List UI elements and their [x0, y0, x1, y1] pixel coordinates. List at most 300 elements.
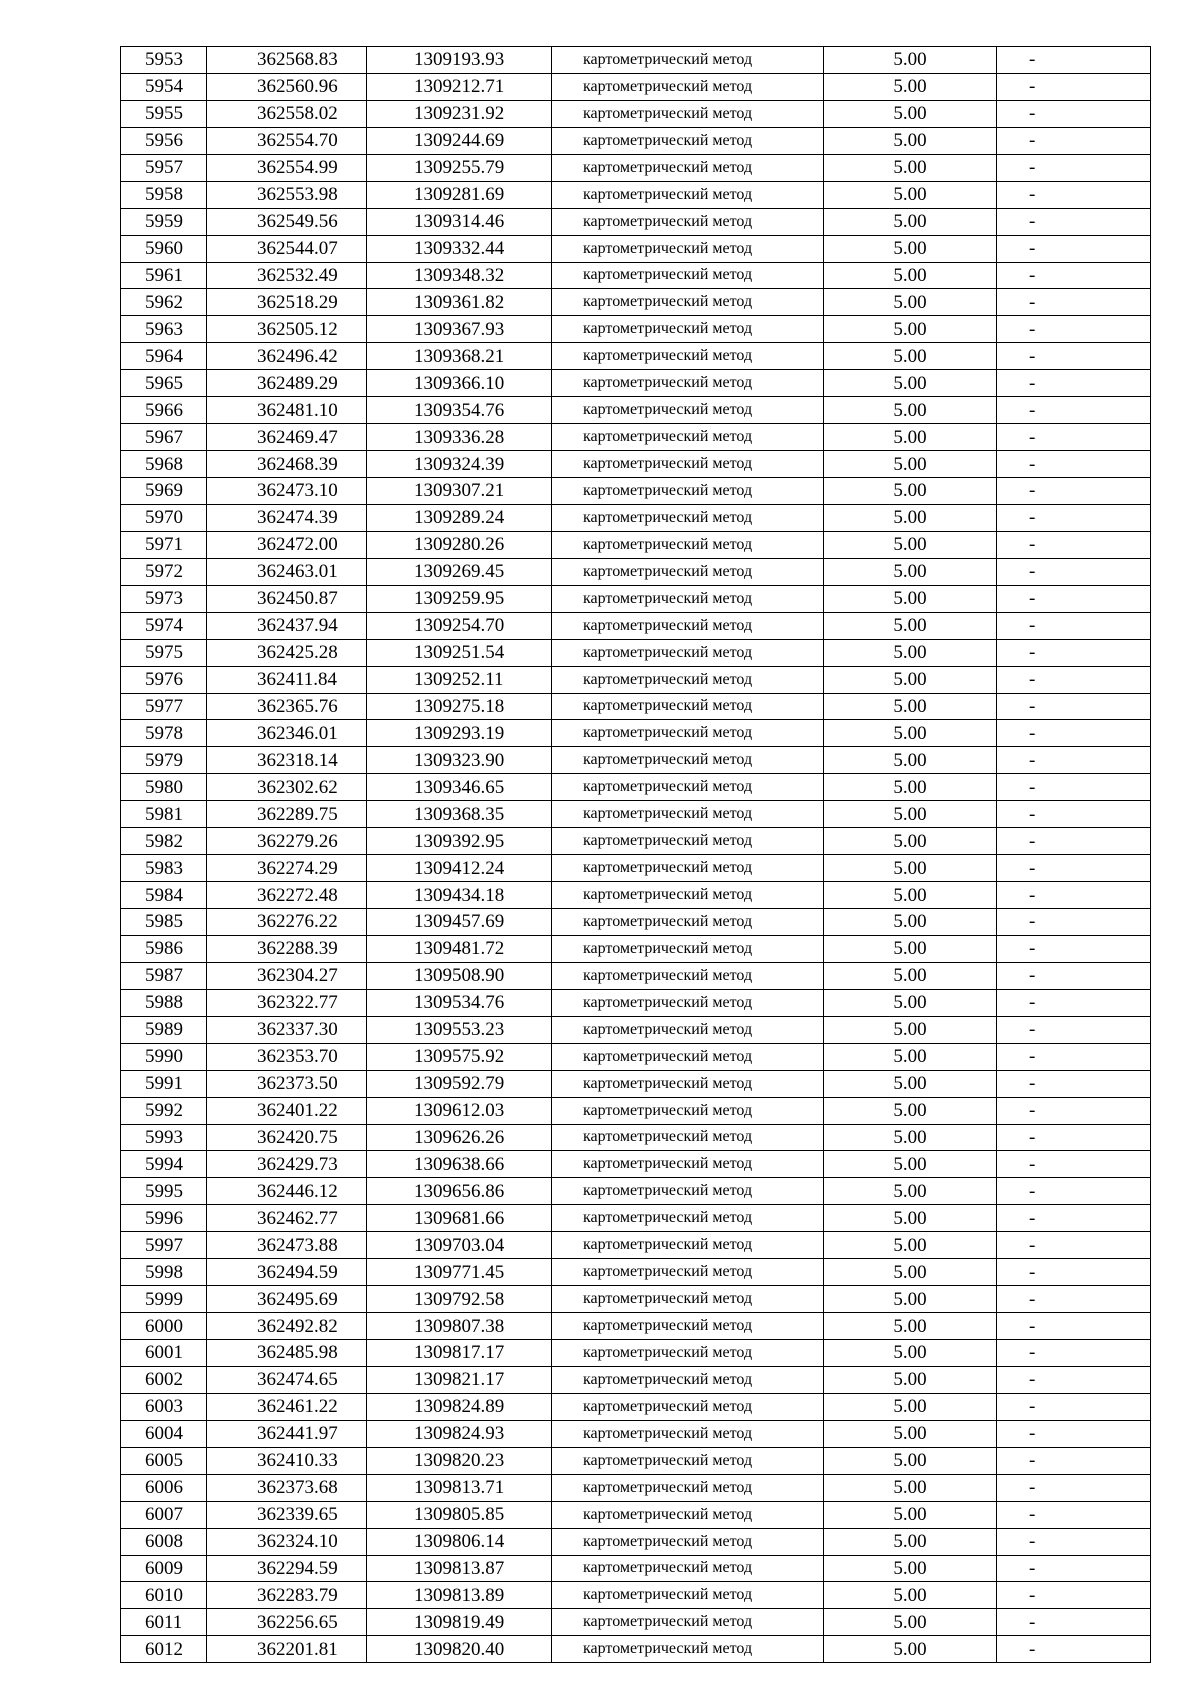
method-cell: картометрический метод	[552, 720, 824, 747]
accuracy-cell: 5.00	[824, 1393, 997, 1420]
table-row	[121, 612, 1151, 639]
table-row	[121, 504, 1151, 531]
accuracy-cell: 5.00	[824, 585, 997, 612]
method-cell: картометрический метод	[552, 855, 824, 882]
method-cell: картометрический метод	[552, 882, 824, 909]
table-row	[121, 855, 1151, 882]
method-cell: картометрический метод	[552, 828, 824, 855]
y-coordinate-cell: 1309366.10	[367, 370, 552, 397]
x-coordinate-cell: 362532.49	[207, 262, 367, 289]
table-row	[121, 1555, 1151, 1582]
note-cell: -	[997, 1582, 1151, 1609]
y-coordinate-cell: 1309481.72	[367, 935, 552, 962]
note-cell: -	[997, 181, 1151, 208]
y-coordinate-cell: 1309508.90	[367, 962, 552, 989]
y-coordinate-cell: 1309771.45	[367, 1259, 552, 1286]
table-row	[121, 1528, 1151, 1555]
accuracy-cell: 5.00	[824, 801, 997, 828]
x-coordinate-cell: 362505.12	[207, 316, 367, 343]
table-row	[121, 1366, 1151, 1393]
note-cell: -	[997, 774, 1151, 801]
method-cell: картометрический метод	[552, 612, 824, 639]
point-number-cell: 5968	[121, 451, 207, 478]
method-cell: картометрический метод	[552, 639, 824, 666]
table-row	[121, 747, 1151, 774]
y-coordinate-cell: 1309457.69	[367, 909, 552, 936]
accuracy-cell: 5.00	[824, 612, 997, 639]
method-cell: картометрический метод	[552, 909, 824, 936]
x-coordinate-cell: 362568.83	[207, 47, 367, 74]
y-coordinate-cell: 1309819.49	[367, 1609, 552, 1636]
note-cell: -	[997, 1366, 1151, 1393]
point-number-cell: 5969	[121, 478, 207, 505]
note-cell: -	[997, 289, 1151, 316]
table-row	[121, 1582, 1151, 1609]
method-cell: картометрический метод	[552, 343, 824, 370]
point-number-cell: 5960	[121, 235, 207, 262]
table-row	[121, 1340, 1151, 1367]
y-coordinate-cell: 1309817.17	[367, 1340, 552, 1367]
y-coordinate-cell: 1309553.23	[367, 1016, 552, 1043]
x-coordinate-cell: 362365.76	[207, 693, 367, 720]
note-cell: -	[997, 235, 1151, 262]
method-cell: картометрический метод	[552, 1070, 824, 1097]
point-number-cell: 6002	[121, 1366, 207, 1393]
accuracy-cell: 5.00	[824, 1609, 997, 1636]
note-cell: -	[997, 504, 1151, 531]
method-cell: картометрический метод	[552, 1420, 824, 1447]
accuracy-cell: 5.00	[824, 262, 997, 289]
point-number-cell: 5963	[121, 316, 207, 343]
x-coordinate-cell: 362279.26	[207, 828, 367, 855]
note-cell: -	[997, 154, 1151, 181]
point-number-cell: 5975	[121, 639, 207, 666]
method-cell: картометрический метод	[552, 1124, 824, 1151]
method-cell: картометрический метод	[552, 1232, 824, 1259]
x-coordinate-cell: 362549.56	[207, 208, 367, 235]
method-cell: картометрический метод	[552, 1340, 824, 1367]
y-coordinate-cell: 1309252.11	[367, 666, 552, 693]
accuracy-cell: 5.00	[824, 1151, 997, 1178]
table-row	[121, 235, 1151, 262]
y-coordinate-cell: 1309307.21	[367, 478, 552, 505]
point-number-cell: 5966	[121, 397, 207, 424]
y-coordinate-cell: 1309592.79	[367, 1070, 552, 1097]
table-row	[121, 127, 1151, 154]
y-coordinate-cell: 1309575.92	[367, 1043, 552, 1070]
point-number-cell: 5985	[121, 909, 207, 936]
accuracy-cell: 5.00	[824, 558, 997, 585]
point-number-cell: 5965	[121, 370, 207, 397]
x-coordinate-cell: 362518.29	[207, 289, 367, 316]
y-coordinate-cell: 1309289.24	[367, 504, 552, 531]
x-coordinate-cell: 362468.39	[207, 451, 367, 478]
x-coordinate-cell: 362353.70	[207, 1043, 367, 1070]
method-cell: картометрический метод	[552, 774, 824, 801]
y-coordinate-cell: 1309806.14	[367, 1528, 552, 1555]
accuracy-cell: 5.00	[824, 235, 997, 262]
y-coordinate-cell: 1309193.93	[367, 47, 552, 74]
accuracy-cell: 5.00	[824, 1528, 997, 1555]
y-coordinate-cell: 1309807.38	[367, 1313, 552, 1340]
note-cell: -	[997, 1393, 1151, 1420]
note-cell: -	[997, 747, 1151, 774]
y-coordinate-cell: 1309244.69	[367, 127, 552, 154]
y-coordinate-cell: 1309281.69	[367, 181, 552, 208]
accuracy-cell: 5.00	[824, 909, 997, 936]
note-cell: -	[997, 1097, 1151, 1124]
note-cell: -	[997, 1501, 1151, 1528]
note-cell: -	[997, 451, 1151, 478]
table-row	[121, 1636, 1151, 1663]
y-coordinate-cell: 1309813.87	[367, 1555, 552, 1582]
x-coordinate-cell: 362322.77	[207, 989, 367, 1016]
method-cell: картометрический метод	[552, 235, 824, 262]
table-row	[121, 1286, 1151, 1313]
accuracy-cell: 5.00	[824, 855, 997, 882]
y-coordinate-cell: 1309612.03	[367, 1097, 552, 1124]
x-coordinate-cell: 362485.98	[207, 1340, 367, 1367]
table-row	[121, 47, 1151, 74]
x-coordinate-cell: 362544.07	[207, 235, 367, 262]
y-coordinate-cell: 1309805.85	[367, 1501, 552, 1528]
table-row	[121, 1043, 1151, 1070]
point-number-cell: 6011	[121, 1609, 207, 1636]
method-cell: картометрический метод	[552, 1151, 824, 1178]
x-coordinate-cell: 362276.22	[207, 909, 367, 936]
method-cell: картометрический метод	[552, 397, 824, 424]
accuracy-cell: 5.00	[824, 47, 997, 74]
y-coordinate-cell: 1309348.32	[367, 262, 552, 289]
y-coordinate-cell: 1309656.86	[367, 1178, 552, 1205]
table-row	[121, 1609, 1151, 1636]
x-coordinate-cell: 362429.73	[207, 1151, 367, 1178]
table-row	[121, 720, 1151, 747]
method-cell: картометрический метод	[552, 1528, 824, 1555]
note-cell: -	[997, 720, 1151, 747]
accuracy-cell: 5.00	[824, 828, 997, 855]
y-coordinate-cell: 1309280.26	[367, 531, 552, 558]
point-number-cell: 6003	[121, 1393, 207, 1420]
method-cell: картометрический метод	[552, 451, 824, 478]
point-number-cell: 5987	[121, 962, 207, 989]
point-number-cell: 5981	[121, 801, 207, 828]
accuracy-cell: 5.00	[824, 531, 997, 558]
y-coordinate-cell: 1309275.18	[367, 693, 552, 720]
accuracy-cell: 5.00	[824, 720, 997, 747]
note-cell: -	[997, 1124, 1151, 1151]
method-cell: картометрический метод	[552, 693, 824, 720]
method-cell: картометрический метод	[552, 1366, 824, 1393]
x-coordinate-cell: 362461.22	[207, 1393, 367, 1420]
table-row	[121, 801, 1151, 828]
method-cell: картометрический метод	[552, 585, 824, 612]
table-row	[121, 100, 1151, 127]
point-number-cell: 5958	[121, 181, 207, 208]
table-row	[121, 909, 1151, 936]
note-cell: -	[997, 828, 1151, 855]
accuracy-cell: 5.00	[824, 370, 997, 397]
y-coordinate-cell: 1309259.95	[367, 585, 552, 612]
table-row	[121, 370, 1151, 397]
note-cell: -	[997, 989, 1151, 1016]
y-coordinate-cell: 1309269.45	[367, 558, 552, 585]
method-cell: картометрический метод	[552, 1501, 824, 1528]
accuracy-cell: 5.00	[824, 478, 997, 505]
accuracy-cell: 5.00	[824, 1016, 997, 1043]
accuracy-cell: 5.00	[824, 639, 997, 666]
point-number-cell: 5995	[121, 1178, 207, 1205]
accuracy-cell: 5.00	[824, 289, 997, 316]
method-cell: картометрический метод	[552, 558, 824, 585]
method-cell: картометрический метод	[552, 1582, 824, 1609]
point-number-cell: 5953	[121, 47, 207, 74]
method-cell: картометрический метод	[552, 504, 824, 531]
table-row	[121, 693, 1151, 720]
x-coordinate-cell: 362474.39	[207, 504, 367, 531]
method-cell: картометрический метод	[552, 1636, 824, 1663]
y-coordinate-cell: 1309231.92	[367, 100, 552, 127]
point-number-cell: 5977	[121, 693, 207, 720]
note-cell: -	[997, 612, 1151, 639]
point-number-cell: 5983	[121, 855, 207, 882]
method-cell: картометрический метод	[552, 1555, 824, 1582]
point-number-cell: 5991	[121, 1070, 207, 1097]
table-row	[121, 1232, 1151, 1259]
note-cell: -	[997, 531, 1151, 558]
note-cell: -	[997, 1609, 1151, 1636]
method-cell: картометрический метод	[552, 1259, 824, 1286]
coordinates-table	[120, 46, 1151, 1663]
y-coordinate-cell: 1309251.54	[367, 639, 552, 666]
point-number-cell: 5982	[121, 828, 207, 855]
accuracy-cell: 5.00	[824, 1636, 997, 1663]
accuracy-cell: 5.00	[824, 1043, 997, 1070]
x-coordinate-cell: 362496.42	[207, 343, 367, 370]
table-row	[121, 828, 1151, 855]
point-number-cell: 5980	[121, 774, 207, 801]
table-row	[121, 154, 1151, 181]
x-coordinate-cell: 362558.02	[207, 100, 367, 127]
point-number-cell: 5994	[121, 1151, 207, 1178]
x-coordinate-cell: 362560.96	[207, 73, 367, 100]
method-cell: картометрический метод	[552, 208, 824, 235]
point-number-cell: 5954	[121, 73, 207, 100]
point-number-cell: 5973	[121, 585, 207, 612]
method-cell: картометрический метод	[552, 801, 824, 828]
point-number-cell: 5957	[121, 154, 207, 181]
y-coordinate-cell: 1309368.35	[367, 801, 552, 828]
accuracy-cell: 5.00	[824, 1124, 997, 1151]
x-coordinate-cell: 362462.77	[207, 1205, 367, 1232]
method-cell: картометрический метод	[552, 1609, 824, 1636]
note-cell: -	[997, 801, 1151, 828]
coordinates-table-body	[121, 47, 1151, 1663]
accuracy-cell: 5.00	[824, 316, 997, 343]
table-row	[121, 531, 1151, 558]
y-coordinate-cell: 1309293.19	[367, 720, 552, 747]
y-coordinate-cell: 1309681.66	[367, 1205, 552, 1232]
method-cell: картометрический метод	[552, 181, 824, 208]
x-coordinate-cell: 362472.00	[207, 531, 367, 558]
x-coordinate-cell: 362346.01	[207, 720, 367, 747]
x-coordinate-cell: 362554.70	[207, 127, 367, 154]
method-cell: картометрический метод	[552, 935, 824, 962]
accuracy-cell: 5.00	[824, 181, 997, 208]
table-row	[121, 289, 1151, 316]
point-number-cell: 6000	[121, 1313, 207, 1340]
method-cell: картометрический метод	[552, 127, 824, 154]
point-number-cell: 5970	[121, 504, 207, 531]
x-coordinate-cell: 362339.65	[207, 1501, 367, 1528]
x-coordinate-cell: 362272.48	[207, 882, 367, 909]
note-cell: -	[997, 1043, 1151, 1070]
y-coordinate-cell: 1309314.46	[367, 208, 552, 235]
note-cell: -	[997, 316, 1151, 343]
note-cell: -	[997, 262, 1151, 289]
accuracy-cell: 5.00	[824, 1286, 997, 1313]
note-cell: -	[997, 639, 1151, 666]
point-number-cell: 5998	[121, 1259, 207, 1286]
y-coordinate-cell: 1309638.66	[367, 1151, 552, 1178]
y-coordinate-cell: 1309813.71	[367, 1474, 552, 1501]
point-number-cell: 6001	[121, 1340, 207, 1367]
table-row	[121, 1420, 1151, 1447]
x-coordinate-cell: 362420.75	[207, 1124, 367, 1151]
x-coordinate-cell: 362256.65	[207, 1609, 367, 1636]
point-number-cell: 5972	[121, 558, 207, 585]
table-row	[121, 1474, 1151, 1501]
point-number-cell: 5993	[121, 1124, 207, 1151]
table-row	[121, 558, 1151, 585]
table-row	[121, 1070, 1151, 1097]
table-row	[121, 1447, 1151, 1474]
method-cell: картометрический метод	[552, 1313, 824, 1340]
note-cell: -	[997, 1528, 1151, 1555]
method-cell: картометрический метод	[552, 154, 824, 181]
note-cell: -	[997, 1259, 1151, 1286]
x-coordinate-cell: 362554.99	[207, 154, 367, 181]
table-row	[121, 424, 1151, 451]
point-number-cell: 5996	[121, 1205, 207, 1232]
x-coordinate-cell: 362446.12	[207, 1178, 367, 1205]
accuracy-cell: 5.00	[824, 666, 997, 693]
note-cell: -	[997, 100, 1151, 127]
table-row	[121, 316, 1151, 343]
accuracy-cell: 5.00	[824, 504, 997, 531]
table-row	[121, 397, 1151, 424]
method-cell: картометрический метод	[552, 666, 824, 693]
point-number-cell: 6008	[121, 1528, 207, 1555]
point-number-cell: 5955	[121, 100, 207, 127]
accuracy-cell: 5.00	[824, 1205, 997, 1232]
point-number-cell: 6012	[121, 1636, 207, 1663]
note-cell: -	[997, 1636, 1151, 1663]
x-coordinate-cell: 362489.29	[207, 370, 367, 397]
table-row	[121, 1016, 1151, 1043]
method-cell: картометрический метод	[552, 1097, 824, 1124]
y-coordinate-cell: 1309434.18	[367, 882, 552, 909]
note-cell: -	[997, 1313, 1151, 1340]
y-coordinate-cell: 1309255.79	[367, 154, 552, 181]
table-row	[121, 73, 1151, 100]
accuracy-cell: 5.00	[824, 1232, 997, 1259]
note-cell: -	[997, 1447, 1151, 1474]
method-cell: картометрический метод	[552, 370, 824, 397]
x-coordinate-cell: 362463.01	[207, 558, 367, 585]
note-cell: -	[997, 882, 1151, 909]
table-row	[121, 1313, 1151, 1340]
table-row	[121, 666, 1151, 693]
point-number-cell: 6010	[121, 1582, 207, 1609]
point-number-cell: 5984	[121, 882, 207, 909]
y-coordinate-cell: 1309254.70	[367, 612, 552, 639]
note-cell: -	[997, 962, 1151, 989]
x-coordinate-cell: 362553.98	[207, 181, 367, 208]
x-coordinate-cell: 362288.39	[207, 935, 367, 962]
note-cell: -	[997, 1286, 1151, 1313]
y-coordinate-cell: 1309212.71	[367, 73, 552, 100]
x-coordinate-cell: 362474.65	[207, 1366, 367, 1393]
point-number-cell: 5978	[121, 720, 207, 747]
table-row	[121, 478, 1151, 505]
note-cell: -	[997, 208, 1151, 235]
accuracy-cell: 5.00	[824, 397, 997, 424]
point-number-cell: 5971	[121, 531, 207, 558]
point-number-cell: 5976	[121, 666, 207, 693]
point-number-cell: 5964	[121, 343, 207, 370]
method-cell: картометрический метод	[552, 989, 824, 1016]
table-row	[121, 1205, 1151, 1232]
y-coordinate-cell: 1309354.76	[367, 397, 552, 424]
note-cell: -	[997, 397, 1151, 424]
x-coordinate-cell: 362495.69	[207, 1286, 367, 1313]
accuracy-cell: 5.00	[824, 73, 997, 100]
accuracy-cell: 5.00	[824, 989, 997, 1016]
accuracy-cell: 5.00	[824, 424, 997, 451]
y-coordinate-cell: 1309324.39	[367, 451, 552, 478]
y-coordinate-cell: 1309626.26	[367, 1124, 552, 1151]
method-cell: картометрический метод	[552, 1286, 824, 1313]
method-cell: картометрический метод	[552, 1205, 824, 1232]
point-number-cell: 6005	[121, 1447, 207, 1474]
x-coordinate-cell: 362373.50	[207, 1070, 367, 1097]
table-row	[121, 935, 1151, 962]
y-coordinate-cell: 1309820.40	[367, 1636, 552, 1663]
table-row	[121, 585, 1151, 612]
y-coordinate-cell: 1309813.89	[367, 1582, 552, 1609]
x-coordinate-cell: 362450.87	[207, 585, 367, 612]
point-number-cell: 5967	[121, 424, 207, 451]
x-coordinate-cell: 362289.75	[207, 801, 367, 828]
accuracy-cell: 5.00	[824, 208, 997, 235]
table-row	[121, 989, 1151, 1016]
table-row	[121, 451, 1151, 478]
method-cell: картометрический метод	[552, 1043, 824, 1070]
note-cell: -	[997, 478, 1151, 505]
x-coordinate-cell: 362294.59	[207, 1555, 367, 1582]
accuracy-cell: 5.00	[824, 1420, 997, 1447]
y-coordinate-cell: 1309412.24	[367, 855, 552, 882]
y-coordinate-cell: 1309821.17	[367, 1366, 552, 1393]
point-number-cell: 5999	[121, 1286, 207, 1313]
table-row	[121, 774, 1151, 801]
note-cell: -	[997, 47, 1151, 74]
accuracy-cell: 5.00	[824, 1555, 997, 1582]
point-number-cell: 5990	[121, 1043, 207, 1070]
table-row	[121, 1178, 1151, 1205]
point-number-cell: 5989	[121, 1016, 207, 1043]
